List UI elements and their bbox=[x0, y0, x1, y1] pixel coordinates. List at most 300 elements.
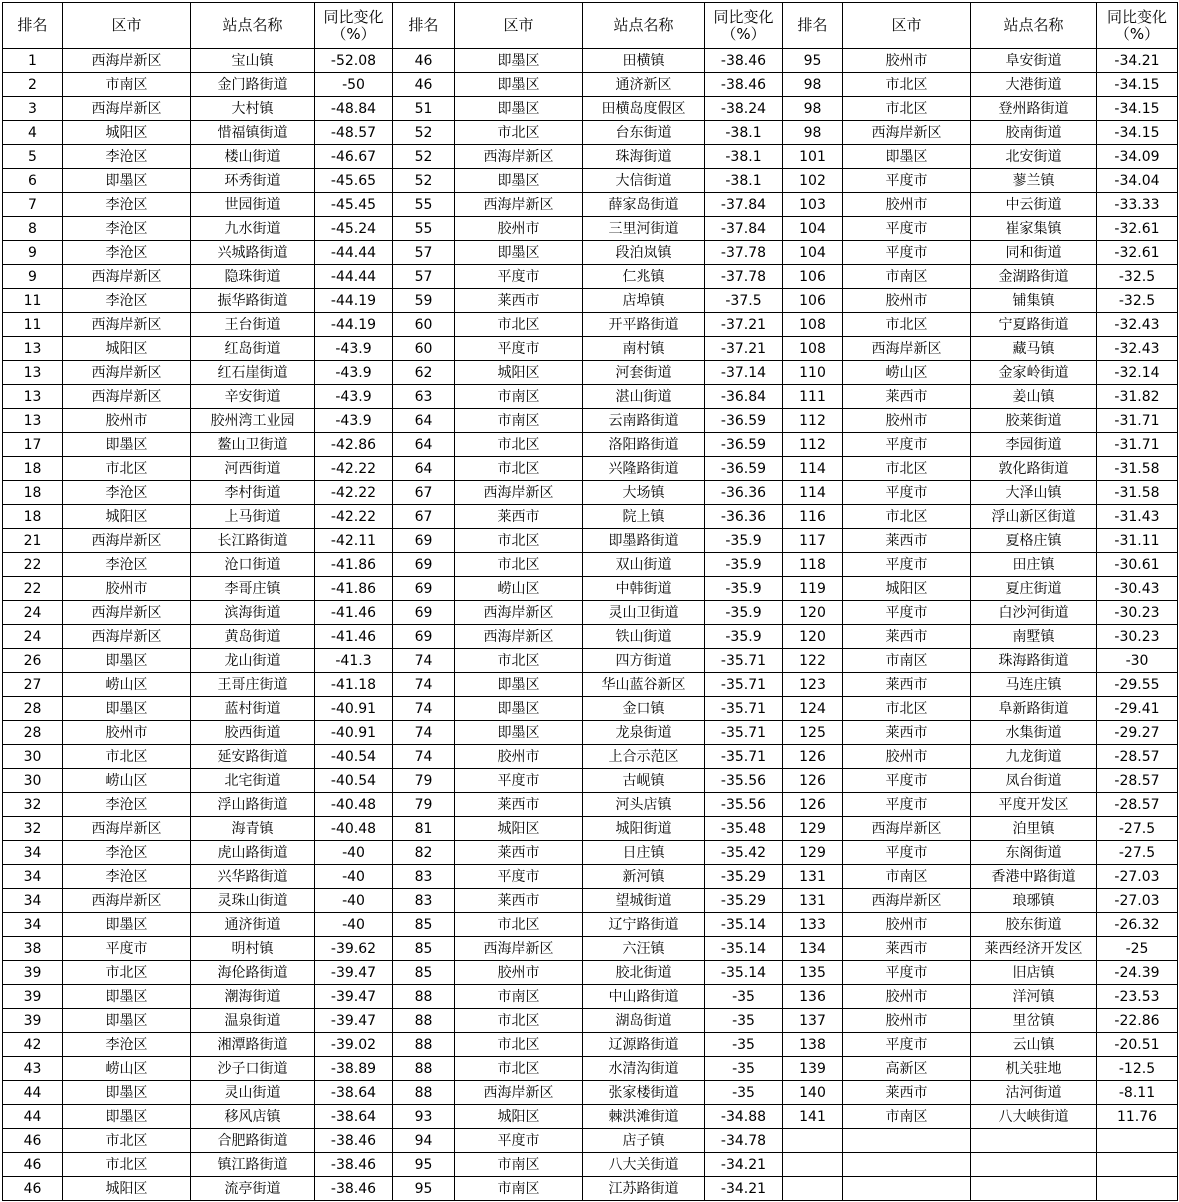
district-cell: 李沧区 bbox=[63, 217, 191, 241]
station-cell: 灵珠山街道 bbox=[191, 889, 315, 913]
district-cell: 西海岸新区 bbox=[455, 625, 583, 649]
station-cell: 移风店镇 bbox=[191, 1105, 315, 1129]
change-cell: -44.44 bbox=[315, 265, 393, 289]
change-cell: -24.39 bbox=[1097, 961, 1178, 985]
district-cell: 即墨区 bbox=[455, 73, 583, 97]
station-cell: 洛阳路街道 bbox=[583, 433, 705, 457]
station-cell: 镇江路街道 bbox=[191, 1153, 315, 1177]
rank-cell: 131 bbox=[783, 889, 843, 913]
district-cell: 即墨区 bbox=[455, 97, 583, 121]
district-cell: 城阳区 bbox=[843, 577, 971, 601]
change-cell: -43.9 bbox=[315, 409, 393, 433]
change-cell: -48.57 bbox=[315, 121, 393, 145]
district-cell: 市南区 bbox=[455, 385, 583, 409]
change-cell: -35.9 bbox=[705, 553, 783, 577]
rank-cell: 34 bbox=[3, 865, 63, 889]
district-cell: 市南区 bbox=[455, 985, 583, 1009]
rank-cell: 98 bbox=[783, 121, 843, 145]
rank-cell: 55 bbox=[393, 217, 455, 241]
rank-cell: 103 bbox=[783, 193, 843, 217]
table-row bbox=[3, 721, 1178, 745]
change-cell: -32.14 bbox=[1097, 361, 1178, 385]
table-row bbox=[3, 97, 1178, 121]
district-cell: 西海岸新区 bbox=[455, 1081, 583, 1105]
change-cell: -36.36 bbox=[705, 481, 783, 505]
rank-cell: 6 bbox=[3, 169, 63, 193]
rank-cell: 98 bbox=[783, 73, 843, 97]
rank-cell: 22 bbox=[3, 577, 63, 601]
table-row bbox=[3, 1153, 1178, 1177]
rank-cell: 139 bbox=[783, 1057, 843, 1081]
rank-cell: 85 bbox=[393, 961, 455, 985]
change-cell: -31.71 bbox=[1097, 409, 1178, 433]
rank-cell: 21 bbox=[3, 529, 63, 553]
district-cell: 市南区 bbox=[843, 649, 971, 673]
change-cell: -30.23 bbox=[1097, 625, 1178, 649]
district-cell: 市北区 bbox=[455, 1057, 583, 1081]
change-cell: -28.57 bbox=[1097, 745, 1178, 769]
rank-cell: 52 bbox=[393, 169, 455, 193]
table-row bbox=[3, 73, 1178, 97]
district-cell: 平度市 bbox=[843, 481, 971, 505]
header-district: 区市 bbox=[843, 3, 971, 49]
rank-cell: 135 bbox=[783, 961, 843, 985]
district-cell: 平度市 bbox=[843, 217, 971, 241]
change-cell: -48.84 bbox=[315, 97, 393, 121]
rank-cell: 17 bbox=[3, 433, 63, 457]
station-cell: 灵山街道 bbox=[191, 1081, 315, 1105]
station-cell: 田横岛度假区 bbox=[583, 97, 705, 121]
change-cell: -40.91 bbox=[315, 697, 393, 721]
table-row bbox=[3, 169, 1178, 193]
district-cell: 西海岸新区 bbox=[843, 337, 971, 361]
station-cell: 仁兆镇 bbox=[583, 265, 705, 289]
district-cell: 西海岸新区 bbox=[455, 937, 583, 961]
change-cell: -44.44 bbox=[315, 241, 393, 265]
station-cell: 阜新路街道 bbox=[971, 697, 1097, 721]
district-cell: 即墨区 bbox=[63, 697, 191, 721]
station-cell: 上合示范区 bbox=[583, 745, 705, 769]
rank-cell: 88 bbox=[393, 1081, 455, 1105]
rank-cell: 32 bbox=[3, 817, 63, 841]
rank-cell: 32 bbox=[3, 793, 63, 817]
station-cell: 登州路街道 bbox=[971, 97, 1097, 121]
district-cell: 西海岸新区 bbox=[455, 601, 583, 625]
station-cell: 胶西街道 bbox=[191, 721, 315, 745]
table-row bbox=[3, 697, 1178, 721]
change-cell: -35.9 bbox=[705, 625, 783, 649]
district-cell: 胶州市 bbox=[843, 289, 971, 313]
rank-cell: 18 bbox=[3, 481, 63, 505]
rank-cell: 46 bbox=[3, 1177, 63, 1201]
change-cell: -35.42 bbox=[705, 841, 783, 865]
station-cell: 台东街道 bbox=[583, 121, 705, 145]
table-row bbox=[3, 289, 1178, 313]
change-cell: -34.21 bbox=[1097, 49, 1178, 73]
rank-cell: 28 bbox=[3, 697, 63, 721]
station-cell: 明村镇 bbox=[191, 937, 315, 961]
change-cell: -35 bbox=[705, 1009, 783, 1033]
rank-cell: 95 bbox=[393, 1177, 455, 1201]
station-cell: 八大关街道 bbox=[583, 1153, 705, 1177]
change-cell: -35.14 bbox=[705, 961, 783, 985]
change-cell: -35.48 bbox=[705, 817, 783, 841]
district-cell: 平度市 bbox=[455, 1129, 583, 1153]
rank-cell: 114 bbox=[783, 457, 843, 481]
rank-cell: 44 bbox=[3, 1105, 63, 1129]
rank-cell: 119 bbox=[783, 577, 843, 601]
station-cell: 李村街道 bbox=[191, 481, 315, 505]
station-cell: 兴城路街道 bbox=[191, 241, 315, 265]
rank-cell: 27 bbox=[3, 673, 63, 697]
station-cell bbox=[971, 1129, 1097, 1153]
change-cell: -50 bbox=[315, 73, 393, 97]
change-cell: -32.5 bbox=[1097, 265, 1178, 289]
rank-cell: 81 bbox=[393, 817, 455, 841]
table-row bbox=[3, 577, 1178, 601]
change-cell: -35.71 bbox=[705, 649, 783, 673]
rank-cell bbox=[783, 1177, 843, 1201]
rank-cell: 69 bbox=[393, 601, 455, 625]
station-cell: 水清沟街道 bbox=[583, 1057, 705, 1081]
change-cell: -34.88 bbox=[705, 1105, 783, 1129]
change-cell: -32.5 bbox=[1097, 289, 1178, 313]
table-row bbox=[3, 673, 1178, 697]
district-cell: 西海岸新区 bbox=[455, 481, 583, 505]
district-cell: 胶州市 bbox=[843, 913, 971, 937]
district-cell: 市南区 bbox=[455, 1177, 583, 1201]
rank-cell: 30 bbox=[3, 745, 63, 769]
station-cell: 城阳街道 bbox=[583, 817, 705, 841]
district-cell: 胶州市 bbox=[843, 193, 971, 217]
change-cell: -35 bbox=[705, 985, 783, 1009]
table-row bbox=[3, 1009, 1178, 1033]
district-cell: 市南区 bbox=[843, 1105, 971, 1129]
rank-cell: 74 bbox=[393, 745, 455, 769]
rank-cell: 1 bbox=[3, 49, 63, 73]
station-cell: 王哥庄街道 bbox=[191, 673, 315, 697]
table-row bbox=[3, 985, 1178, 1009]
station-cell bbox=[971, 1177, 1097, 1201]
station-cell: 黄岛街道 bbox=[191, 625, 315, 649]
station-cell: 同和街道 bbox=[971, 241, 1097, 265]
station-cell: 日庄镇 bbox=[583, 841, 705, 865]
station-cell: 中云街道 bbox=[971, 193, 1097, 217]
district-cell: 李沧区 bbox=[63, 145, 191, 169]
change-cell: -32.43 bbox=[1097, 337, 1178, 361]
station-cell: 长江路街道 bbox=[191, 529, 315, 553]
district-cell: 即墨区 bbox=[63, 1081, 191, 1105]
table-row bbox=[3, 1129, 1178, 1153]
station-cell: 八大峡街道 bbox=[971, 1105, 1097, 1129]
station-cell: 楼山街道 bbox=[191, 145, 315, 169]
rank-cell: 46 bbox=[393, 73, 455, 97]
station-cell: 院上镇 bbox=[583, 505, 705, 529]
district-cell: 李沧区 bbox=[63, 841, 191, 865]
station-cell: 潮海街道 bbox=[191, 985, 315, 1009]
rank-cell: 140 bbox=[783, 1081, 843, 1105]
change-cell: -32.61 bbox=[1097, 241, 1178, 265]
change-cell: -34.21 bbox=[705, 1153, 783, 1177]
district-cell: 西海岸新区 bbox=[63, 265, 191, 289]
station-cell: 李哥庄镇 bbox=[191, 577, 315, 601]
rank-cell: 9 bbox=[3, 265, 63, 289]
district-cell: 莱西市 bbox=[843, 385, 971, 409]
rank-cell: 88 bbox=[393, 1009, 455, 1033]
rank-cell: 95 bbox=[393, 1153, 455, 1177]
station-cell: 滨海街道 bbox=[191, 601, 315, 625]
rank-cell: 2 bbox=[3, 73, 63, 97]
header-change: 同比变化 （%） bbox=[705, 3, 783, 49]
change-cell: -29.41 bbox=[1097, 697, 1178, 721]
station-cell: 张家楼街道 bbox=[583, 1081, 705, 1105]
rank-cell: 88 bbox=[393, 1057, 455, 1081]
district-cell: 城阳区 bbox=[455, 1105, 583, 1129]
district-cell: 市北区 bbox=[843, 697, 971, 721]
rank-cell: 69 bbox=[393, 577, 455, 601]
station-cell: 铺集镇 bbox=[971, 289, 1097, 313]
table-row bbox=[3, 1033, 1178, 1057]
table-row bbox=[3, 481, 1178, 505]
change-cell: -28.57 bbox=[1097, 793, 1178, 817]
change-cell: -41.18 bbox=[315, 673, 393, 697]
rank-cell: 3 bbox=[3, 97, 63, 121]
station-cell: 琅琊镇 bbox=[971, 889, 1097, 913]
table-row bbox=[3, 457, 1178, 481]
header-station: 站点名称 bbox=[191, 3, 315, 49]
rank-cell: 64 bbox=[393, 457, 455, 481]
station-cell: 虎山路街道 bbox=[191, 841, 315, 865]
header-change: 同比变化 （%） bbox=[315, 3, 393, 49]
district-cell: 西海岸新区 bbox=[63, 625, 191, 649]
header-row bbox=[3, 3, 1178, 49]
station-cell: 辽宁路街道 bbox=[583, 913, 705, 937]
station-cell: 大泽山镇 bbox=[971, 481, 1097, 505]
change-cell: -32.61 bbox=[1097, 217, 1178, 241]
change-cell: -34.15 bbox=[1097, 73, 1178, 97]
station-cell: 兴隆路街道 bbox=[583, 457, 705, 481]
change-cell: -39.62 bbox=[315, 937, 393, 961]
station-cell: 王台街道 bbox=[191, 313, 315, 337]
district-cell: 西海岸新区 bbox=[63, 601, 191, 625]
station-cell: 古岘镇 bbox=[583, 769, 705, 793]
district-cell: 崂山区 bbox=[455, 577, 583, 601]
district-cell: 市北区 bbox=[455, 1033, 583, 1057]
change-cell: -38.64 bbox=[315, 1081, 393, 1105]
district-cell: 平度市 bbox=[455, 769, 583, 793]
district-cell: 西海岸新区 bbox=[455, 193, 583, 217]
rank-cell: 46 bbox=[3, 1129, 63, 1153]
table-row bbox=[3, 433, 1178, 457]
change-cell: -27.03 bbox=[1097, 889, 1178, 913]
rank-cell: 114 bbox=[783, 481, 843, 505]
station-cell: 海青镇 bbox=[191, 817, 315, 841]
district-cell: 李沧区 bbox=[63, 793, 191, 817]
rank-cell: 94 bbox=[393, 1129, 455, 1153]
station-cell: 河西街道 bbox=[191, 457, 315, 481]
rank-cell: 85 bbox=[393, 913, 455, 937]
table-row bbox=[3, 793, 1178, 817]
district-cell: 市北区 bbox=[843, 313, 971, 337]
rank-cell: 63 bbox=[393, 385, 455, 409]
rank-cell: 13 bbox=[3, 385, 63, 409]
rank-cell: 46 bbox=[3, 1153, 63, 1177]
station-cell: 夏格庄镇 bbox=[971, 529, 1097, 553]
rank-cell: 95 bbox=[783, 49, 843, 73]
district-cell: 市北区 bbox=[843, 97, 971, 121]
district-cell: 西海岸新区 bbox=[843, 121, 971, 145]
change-cell: -37.78 bbox=[705, 265, 783, 289]
district-cell: 西海岸新区 bbox=[63, 361, 191, 385]
change-cell: -38.46 bbox=[315, 1129, 393, 1153]
change-cell: -25 bbox=[1097, 937, 1178, 961]
change-cell: -20.51 bbox=[1097, 1033, 1178, 1057]
station-cell: 开平路街道 bbox=[583, 313, 705, 337]
change-cell: -40 bbox=[315, 841, 393, 865]
change-cell: -35.56 bbox=[705, 769, 783, 793]
district-cell: 莱西市 bbox=[455, 841, 583, 865]
change-cell: -31.58 bbox=[1097, 457, 1178, 481]
rank-cell: 38 bbox=[3, 937, 63, 961]
change-cell: -36.84 bbox=[705, 385, 783, 409]
change-cell: -40 bbox=[315, 865, 393, 889]
rank-cell: 39 bbox=[3, 1009, 63, 1033]
change-cell: -38.46 bbox=[705, 73, 783, 97]
change-cell: -31.58 bbox=[1097, 481, 1178, 505]
change-cell: -41.3 bbox=[315, 649, 393, 673]
district-cell: 李沧区 bbox=[63, 1033, 191, 1057]
district-cell bbox=[843, 1129, 971, 1153]
change-cell: -42.86 bbox=[315, 433, 393, 457]
change-cell: -35 bbox=[705, 1033, 783, 1057]
rank-cell: 106 bbox=[783, 265, 843, 289]
station-cell: 棘洪滩街道 bbox=[583, 1105, 705, 1129]
station-cell: 新河镇 bbox=[583, 865, 705, 889]
rank-cell: 88 bbox=[393, 985, 455, 1009]
district-cell: 平度市 bbox=[843, 553, 971, 577]
table-row bbox=[3, 889, 1178, 913]
change-cell: -12.5 bbox=[1097, 1057, 1178, 1081]
district-cell: 李沧区 bbox=[63, 289, 191, 313]
station-cell: 金湖路街道 bbox=[971, 265, 1097, 289]
rank-cell: 60 bbox=[393, 313, 455, 337]
table-row bbox=[3, 649, 1178, 673]
station-cell: 即墨路街道 bbox=[583, 529, 705, 553]
station-cell: 沧口街道 bbox=[191, 553, 315, 577]
change-cell: -45.24 bbox=[315, 217, 393, 241]
station-cell: 九龙街道 bbox=[971, 745, 1097, 769]
table-row bbox=[3, 625, 1178, 649]
rank-cell: 57 bbox=[393, 265, 455, 289]
district-cell: 胶州市 bbox=[455, 961, 583, 985]
rank-cell: 138 bbox=[783, 1033, 843, 1057]
station-cell: 望城街道 bbox=[583, 889, 705, 913]
change-cell: -35.71 bbox=[705, 673, 783, 697]
change-cell: -38.1 bbox=[705, 145, 783, 169]
station-cell: 白沙河街道 bbox=[971, 601, 1097, 625]
rank-cell: 18 bbox=[3, 457, 63, 481]
district-cell: 平度市 bbox=[843, 601, 971, 625]
rank-cell: 104 bbox=[783, 217, 843, 241]
change-cell: -34.21 bbox=[705, 1177, 783, 1201]
change-cell: -23.53 bbox=[1097, 985, 1178, 1009]
rank-cell: 7 bbox=[3, 193, 63, 217]
change-cell: -36.59 bbox=[705, 409, 783, 433]
district-cell: 即墨区 bbox=[63, 1009, 191, 1033]
station-cell: 江苏路街道 bbox=[583, 1177, 705, 1201]
rank-cell: 131 bbox=[783, 865, 843, 889]
station-cell: 流亭街道 bbox=[191, 1177, 315, 1201]
district-cell: 市南区 bbox=[455, 409, 583, 433]
station-cell: 大村镇 bbox=[191, 97, 315, 121]
change-cell: -43.9 bbox=[315, 337, 393, 361]
district-cell: 胶州市 bbox=[63, 721, 191, 745]
change-cell: -38.46 bbox=[315, 1153, 393, 1177]
table-row bbox=[3, 1177, 1178, 1201]
station-cell: 中山路街道 bbox=[583, 985, 705, 1009]
change-cell: -35.9 bbox=[705, 577, 783, 601]
change-cell: -40 bbox=[315, 889, 393, 913]
station-cell: 辛安街道 bbox=[191, 385, 315, 409]
station-cell: 南墅镇 bbox=[971, 625, 1097, 649]
change-cell: -34.15 bbox=[1097, 121, 1178, 145]
change-cell: -45.45 bbox=[315, 193, 393, 217]
district-cell: 市北区 bbox=[455, 313, 583, 337]
district-cell: 西海岸新区 bbox=[63, 889, 191, 913]
district-cell: 即墨区 bbox=[843, 145, 971, 169]
rank-cell: 134 bbox=[783, 937, 843, 961]
district-cell: 胶州市 bbox=[63, 577, 191, 601]
rank-cell: 26 bbox=[3, 649, 63, 673]
table-row bbox=[3, 337, 1178, 361]
rank-cell: 133 bbox=[783, 913, 843, 937]
station-cell: 水集街道 bbox=[971, 721, 1097, 745]
change-cell: -31.43 bbox=[1097, 505, 1178, 529]
change-cell: -34.15 bbox=[1097, 97, 1178, 121]
rank-cell: 125 bbox=[783, 721, 843, 745]
rank-cell: 74 bbox=[393, 721, 455, 745]
district-cell: 即墨区 bbox=[455, 673, 583, 697]
header-district: 区市 bbox=[455, 3, 583, 49]
district-cell: 莱西市 bbox=[843, 673, 971, 697]
rank-cell: 118 bbox=[783, 553, 843, 577]
district-cell: 西海岸新区 bbox=[843, 817, 971, 841]
rank-cell: 67 bbox=[393, 505, 455, 529]
table-row bbox=[3, 265, 1178, 289]
district-cell: 胶州市 bbox=[843, 49, 971, 73]
rank-cell: 120 bbox=[783, 625, 843, 649]
district-cell: 平度市 bbox=[843, 1033, 971, 1057]
rank-cell: 57 bbox=[393, 241, 455, 265]
district-cell: 西海岸新区 bbox=[63, 529, 191, 553]
district-cell: 市南区 bbox=[843, 265, 971, 289]
change-cell: -30.43 bbox=[1097, 577, 1178, 601]
station-cell: 大信街道 bbox=[583, 169, 705, 193]
change-cell: -43.9 bbox=[315, 385, 393, 409]
rank-cell: 5 bbox=[3, 145, 63, 169]
table-row bbox=[3, 937, 1178, 961]
district-cell: 市北区 bbox=[455, 913, 583, 937]
station-cell: 宁夏路街道 bbox=[971, 313, 1097, 337]
district-cell: 即墨区 bbox=[455, 721, 583, 745]
district-cell: 城阳区 bbox=[455, 361, 583, 385]
rank-cell: 108 bbox=[783, 337, 843, 361]
change-cell: -37.78 bbox=[705, 241, 783, 265]
change-cell: -30 bbox=[1097, 649, 1178, 673]
table-row bbox=[3, 505, 1178, 529]
rank-cell: 108 bbox=[783, 313, 843, 337]
rank-cell: 64 bbox=[393, 409, 455, 433]
